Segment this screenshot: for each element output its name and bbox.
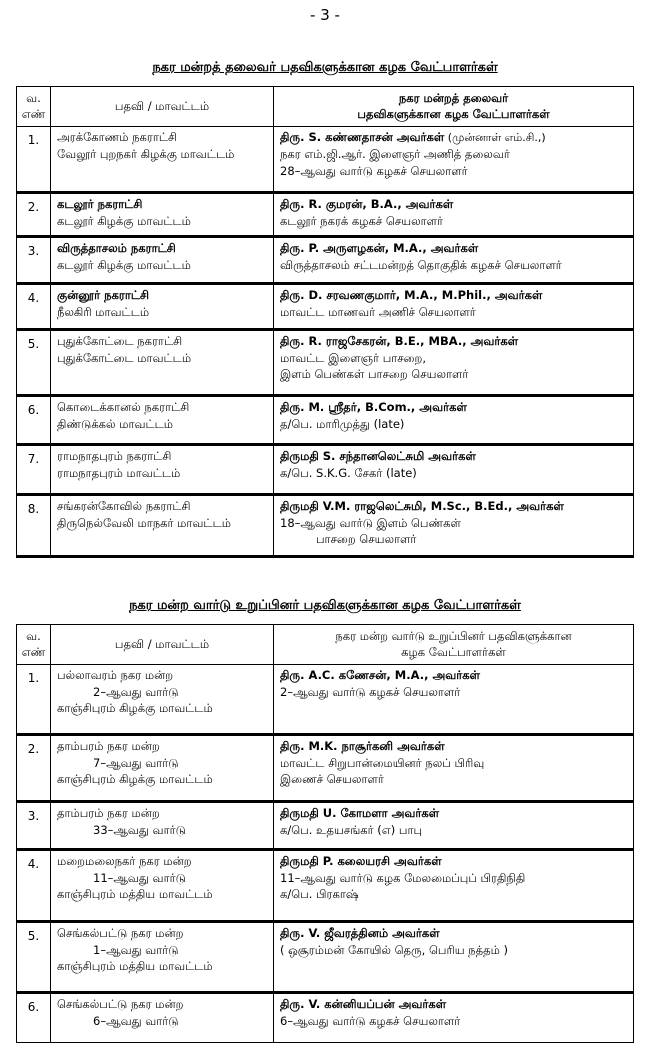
candidate-cell xyxy=(274,396,634,445)
sno-header xyxy=(17,87,51,127)
table-row xyxy=(17,330,634,396)
sno-header-line: வ. xyxy=(26,90,41,105)
post-cell xyxy=(51,330,274,396)
candidate-cell xyxy=(274,237,634,284)
candidate-name: திரு. M.K. நாசூர்கனி அவர்கள் xyxy=(280,739,445,753)
candidate-name: திரு. M. ஸ்ரீதர், B.Com., அவர்கள் xyxy=(280,400,467,414)
candidate-name: திரு. S. கண்ணதாசன் அவர்கள் xyxy=(280,130,445,144)
serial-number: 2. xyxy=(17,735,51,802)
table-row xyxy=(17,284,634,330)
post-cell xyxy=(51,396,274,445)
district-name: புதுக்கோட்டை மாவட்டம் xyxy=(57,350,192,365)
candidate-detail: க/பெ. உதயசங்கர் (எ) பாபு xyxy=(280,822,423,837)
table-row xyxy=(17,802,634,850)
table-row xyxy=(17,495,634,557)
district-name: நீலகிரி மாவட்டம் xyxy=(57,304,150,319)
ward-member-candidates-table xyxy=(16,624,634,1043)
sno-header-line: எண் xyxy=(21,106,46,121)
candidate-detail: க/பெ. பிரகாஷ் xyxy=(280,887,359,902)
section2-title: நகர மன்ற வார்டு உறுப்பினர் பதவிகளுக்கான கழக வேட்பாளர்கள் xyxy=(129,598,521,613)
post-name: கடலூர் நகராட்சி xyxy=(57,197,143,211)
table-header-row xyxy=(17,625,634,665)
candidate-detail: 6–ஆவது வார்டு கழகச் செயலாளர் xyxy=(280,1013,461,1028)
table-header-row xyxy=(17,87,634,127)
post-name: சங்கரன்கோவில் நகராட்சி xyxy=(57,499,191,513)
post-cell xyxy=(51,665,274,735)
district-name: காஞ்சிபுரம் மத்திய மாவட்டம் xyxy=(57,959,213,974)
candidate-detail: இணைச் செயலாளர் xyxy=(280,772,384,787)
district-name: கடலூர் கிழக்கு மாவட்டம் xyxy=(57,257,191,272)
post-name: குன்னூர் நகராட்சி xyxy=(57,288,150,302)
serial-number: 7. xyxy=(17,445,51,495)
post-name: செங்கல்பட்டு நகர மன்ற xyxy=(57,997,184,1011)
candidate-name: திருமதி V.M. ராஜலெட்சுமி, M.Sc., B.Ed., அவர்கள் xyxy=(280,499,564,513)
candidate-cell xyxy=(274,127,634,193)
candidate-cell xyxy=(274,993,634,1043)
serial-number: 4. xyxy=(17,850,51,922)
table-row xyxy=(17,922,634,993)
candidate-header-line: கழக வேட்பாளர்கள் xyxy=(401,644,506,659)
candidate-name: திரு. V. கன்னியப்பன் அவர்கள் xyxy=(280,997,447,1011)
post-cell xyxy=(51,922,274,993)
serial-number: 1. xyxy=(17,127,51,193)
candidate-detail: இளம் பெண்கள் பாசறை செயலாளர் xyxy=(280,367,469,382)
candidate-detail: 18–ஆவது வார்டு இளம் பெண்கள் xyxy=(280,515,461,530)
candidate-header xyxy=(274,625,634,665)
table-row xyxy=(17,850,634,922)
table-row xyxy=(17,127,634,193)
section1-title: நகர மன்றத் தலைவர் பதவிகளுக்கான கழக வேட்பாளர்கள் xyxy=(152,60,498,75)
post-cell xyxy=(51,445,274,495)
chairman-candidates-table xyxy=(16,86,634,558)
serial-number: 6. xyxy=(17,993,51,1043)
candidate-header xyxy=(274,87,634,127)
post-cell xyxy=(51,284,274,330)
serial-number: 6. xyxy=(17,396,51,445)
serial-number: 2. xyxy=(17,193,51,237)
sno-header-line: எண் xyxy=(21,644,46,659)
district-name: காஞ்சிபுரம் மத்திய மாவட்டம் xyxy=(57,887,213,902)
district-name: காஞ்சிபுரம் கிழக்கு மாவட்டம் xyxy=(57,772,213,787)
post-name: ராமநாதபுரம் நகராட்சி xyxy=(57,449,172,463)
candidate-detail: ( ஒசூரம்மன் கோயில் தெரு, பெரிய நத்தம் ) xyxy=(280,942,509,957)
candidate-detail: விருத்தாசலம் சட்டமன்றத் தொகுதிக் கழகச் செயலாளர் xyxy=(280,257,562,272)
table-row xyxy=(17,193,634,237)
candidate-cell xyxy=(274,735,634,802)
post-name: புதுக்கோட்டை நகராட்சி xyxy=(57,334,183,348)
table-row xyxy=(17,237,634,284)
candidate-cell xyxy=(274,665,634,735)
serial-number: 8. xyxy=(17,495,51,557)
candidate-cell xyxy=(274,922,634,993)
candidate-cell xyxy=(274,445,634,495)
post-name: பல்லாவரம் நகர மன்ற xyxy=(57,668,174,682)
post-cell xyxy=(51,127,274,193)
post-cell xyxy=(51,237,274,284)
post-name: விருத்தாசலம் நகராட்சி xyxy=(57,241,176,255)
district-name: காஞ்சிபுரம் கிழக்கு மாவட்டம் xyxy=(57,701,213,716)
table-row xyxy=(17,665,634,735)
candidate-cell xyxy=(274,850,634,922)
candidate-name: திரு. V. ஜீவரத்தினம் அவர்கள் xyxy=(280,926,440,940)
candidate-name: திரு. R. ராஜசேகரன், B.E., MBA., அவர்கள் xyxy=(280,334,519,348)
post-cell xyxy=(51,193,274,237)
candidate-detail: மாவட்ட இளைஞர் பாசறை, xyxy=(280,350,426,365)
candidate-header-line: பதவிகளுக்கான கழக வேட்பாளர்கள் xyxy=(357,106,550,121)
post-cell xyxy=(51,850,274,922)
candidate-detail: பாசறை செயலாளர் xyxy=(316,532,417,547)
ward-number: 7–ஆவது வார்டு xyxy=(93,755,179,770)
ward-number: 11–ஆவது வார்டு xyxy=(93,870,186,885)
ward-number: 6–ஆவது வார்டு xyxy=(93,1013,179,1028)
candidate-name-note: (முன்னாள் எம்.சி.,) xyxy=(444,131,546,144)
candidate-name: திரு. R. குமரன், B.A., அவர்கள் xyxy=(280,197,454,211)
candidate-detail: க/பெ. S.K.G. சேகர் (late) xyxy=(280,465,417,480)
sno-header-line: வ. xyxy=(26,628,41,643)
district-name: வேலூர் புறநகர் கிழக்கு மாவட்டம் xyxy=(57,146,235,161)
table-row xyxy=(17,735,634,802)
candidate-detail: 28–ஆவது வார்டு கழகச் செயலாளர் xyxy=(280,163,468,178)
post-name: கொடைக்கானல் நகராட்சி xyxy=(57,400,190,414)
post-name: மறைமலைநகர் நகர மன்ற xyxy=(57,854,192,868)
post-header: பதவி / மாவட்டம் xyxy=(51,625,274,665)
candidate-name: திரு. A.C. கணேசன், M.A., அவர்கள் xyxy=(280,668,480,682)
candidate-detail: கடலூர் நகரக் கழகச் செயலாளர் xyxy=(280,213,444,228)
post-name: அரக்கோணம் நகராட்சி xyxy=(57,130,177,144)
candidate-detail: மாவட்ட சிறுபான்மையினர் நலப் பிரிவு xyxy=(280,755,485,770)
serial-number: 5. xyxy=(17,922,51,993)
candidate-detail: 2–ஆவது வார்டு கழகச் செயலாளர் xyxy=(280,684,461,699)
candidate-detail: நகர எம்.ஜி.ஆர். இளைஞர் அணித் தலைவர் xyxy=(280,146,510,161)
candidate-header-line: நகர மன்றத் தலைவர் xyxy=(398,90,509,105)
post-name: தாம்பரம் நகர மன்ற xyxy=(57,739,160,753)
candidate-name: திரு. D. சரவணகுமார், M.A., M.Phil., அவர்கள் xyxy=(280,288,543,302)
ward-number: 33–ஆவது வார்டு xyxy=(93,822,186,837)
candidate-detail: 11–ஆவது வார்டு கழக மேலமைப்புப் பிரதிநிதி xyxy=(280,870,526,885)
ward-number: 1–ஆவது வார்டு xyxy=(93,942,179,957)
district-name: திண்டுக்கல் மாவட்டம் xyxy=(57,416,174,431)
candidate-name: திரு. P. அருளழகன், M.A., அவர்கள் xyxy=(280,241,479,255)
table-row xyxy=(17,445,634,495)
candidate-detail: த/பெ. மாரிமுத்து (late) xyxy=(280,416,405,431)
post-cell xyxy=(51,495,274,557)
serial-number: 1. xyxy=(17,665,51,735)
serial-number: 3. xyxy=(17,237,51,284)
post-header: பதவி / மாவட்டம் xyxy=(51,87,274,127)
table-row xyxy=(17,993,634,1043)
district-name: கடலூர் கிழக்கு மாவட்டம் xyxy=(57,213,191,228)
candidate-header-line: நகர மன்ற வார்டு உறுப்பினர் பதவிகளுக்கான xyxy=(335,628,572,643)
serial-number: 5. xyxy=(17,330,51,396)
district-name: திருநெல்வேலி மாநகர் மாவட்டம் xyxy=(57,515,231,530)
sno-header xyxy=(17,625,51,665)
ward-number: 2–ஆவது வார்டு xyxy=(93,684,179,699)
district-name: ராமநாதபுரம் மாவட்டம் xyxy=(57,465,181,480)
candidate-name: திருமதி U. கோமளா அவர்கள் xyxy=(280,806,440,820)
post-name: செங்கல்பட்டு நகர மன்ற xyxy=(57,926,184,940)
candidate-cell xyxy=(274,495,634,557)
candidate-cell xyxy=(274,284,634,330)
table-row xyxy=(17,396,634,445)
candidate-detail: மாவட்ட மாணவர் அணிச் செயலாளர் xyxy=(280,304,476,319)
candidate-name: திருமதி P. கலையரசி அவர்கள் xyxy=(280,854,442,868)
candidate-cell xyxy=(274,330,634,396)
serial-number: 3. xyxy=(17,802,51,850)
candidate-name: திருமதி S. சந்தானலெட்சுமி அவர்கள் xyxy=(280,449,476,463)
candidate-cell xyxy=(274,193,634,237)
serial-number: 4. xyxy=(17,284,51,330)
post-cell xyxy=(51,802,274,850)
post-name: தாம்பரம் நகர மன்ற xyxy=(57,806,160,820)
post-cell xyxy=(51,993,274,1043)
page-number: - 3 - xyxy=(310,6,340,24)
candidate-cell xyxy=(274,802,634,850)
post-cell xyxy=(51,735,274,802)
